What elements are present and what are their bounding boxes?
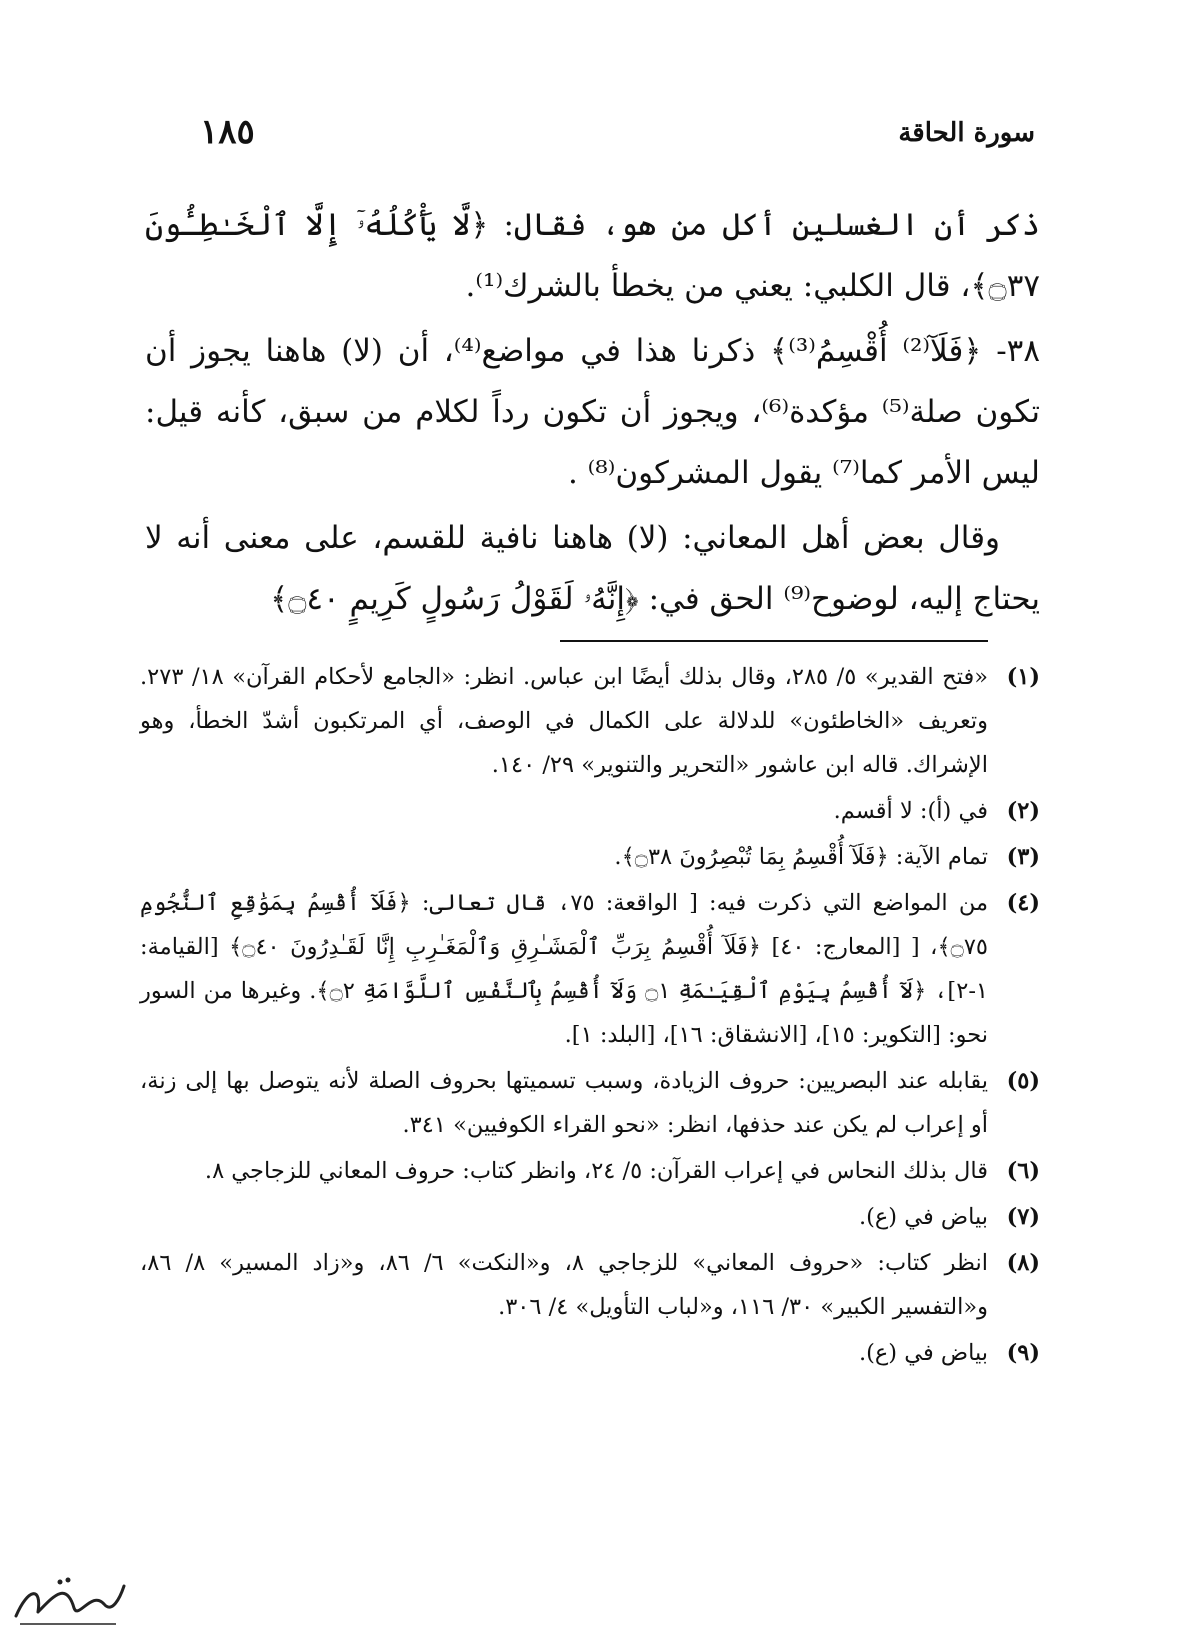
page-number: ١٨٥ [200,112,255,152]
footnote-text: في (أ): لا أقسم. [833,798,988,824]
footnote-number: (٤) [1006,890,1040,916]
footnote-6 [140,1149,1040,1193]
footnote-number: (١) [1006,664,1040,690]
footnote-5 [140,1059,1040,1147]
main-text [145,195,1040,630]
footnote-text: بياض في (ع). [858,1340,988,1366]
footnote-text: قال بذلك النحاس في إعراب القرآن: ٥/ ٢٤، وانظر كتاب: حروف المعاني للزجاجي ٨. [204,1158,988,1184]
footnote-text: بياض في (ع). [858,1204,988,1230]
footnote-number: (٣) [1006,844,1040,870]
paragraph-1: ذكر أن الغسلين أكل من هو، فقال: ﴿لَّا يَأْكُلُهُۥٓ إِلَّا ٱلْخَـٰطِـُٔونَ ۝٣٧﴾، قال الكلبي: يعني من يخطأ بالشرك⁽¹⁾. [145,207,1040,304]
footnote-number: (٦) [1006,1158,1040,1184]
footnote-4 [140,881,1040,1057]
footnote-1 [140,655,1040,787]
footnote-9 [140,1331,1040,1375]
footnote-text: «فتح القدير» ٥/ ٢٨٥، وقال بذلك أيضًا ابن عباس. انظر: «الجامع لأحكام القرآن» ١٨/ ٢٧٣. وتعريف «الخاطئون» للدلالة على الكمال في الوصف، أي المرتكبون أشدّ الخطأ، وهو الإشراك. قاله ابن عاشور «التحرير والتنوير» ٢٩/ ١٤٠. [140,664,989,778]
footnote-3 [140,835,1040,879]
footnote-8 [140,1241,1040,1329]
footnote-number: (٢) [1006,798,1040,824]
footnote-number: (٧) [1006,1204,1040,1230]
footnote-text: انظر كتاب: «حروف المعاني» للزجاجي ٨، و«النكت» ٦/ ٨٦، و«زاد المسير» ٨/ ٨٦، و«التفسير الكبير» ٣٠/ ١١٦، و«لباب التأويل» ٤/ ٣٠٦. [140,1250,989,1320]
footnotes [140,655,1040,1377]
footnote-number: (٩) [1006,1340,1040,1366]
footnote-7 [140,1195,1040,1239]
footnote-number: (٥) [1006,1068,1040,1094]
footnote-text: من المواضع التي ذكرت فيه: [ الواقعة: ٧٥، قال تعالى: ﴿فَلَآ أُقْسِمُ بِمَوَٰقِعِ ٱلنُّجُومِ ۝٧٥﴾، [ [المعارج: ٤٠] ﴿فَلَآ أُقْسِمُ بِرَبِّ ٱلْمَشَـٰرِقِ وَٱلْمَغَـٰرِبِ إِنَّا لَقَـٰدِرُونَ ۝٤٠﴾ [القيامة: ١-٢]، ﴿لَآ أُقْسِمُ بِيَوْمِ ٱلْقِيَـٰمَةِ ۝١ وَلَآ أُقْسِمُ بِٱلنَّفْسِ ٱللَّوَّامَةِ ۝٢﴾. وغيرها من السور نحو: [التكوير: ١٥]، [الانشقاق: ١٦]، [البلد: ١]. [140,890,989,1048]
footnote-number: (٨) [1006,1250,1040,1276]
page-header [200,112,1035,158]
library-stamp-logo [8,1568,128,1630]
footnote-text: يقابله عند البصريين: حروف الزيادة، وسبب تسميتها بحروف الصلة لأنه يتوصل بها إلى زنة، أو إعراب لم يكن عند حذفها، انظر: «نحو القراء الكوفيين» ٣٤١. [140,1068,988,1138]
footnote-2 [140,789,1040,833]
paragraph-2: ٣٨- ﴿فَلَآ⁽²⁾ أُقْسِمُ⁽³⁾﴾ ذكرنا هذا في مواضع⁽⁴⁾، أن (لا) هاهنا يجوز أن تكون صلة⁽⁵⁾ مؤكدة⁽⁶⁾، ويجوز أن تكون رداً لكلام من سبق، كأنه قيل: ليس الأمر كما⁽⁷⁾ يقول المشركون⁽⁸⁾ . [145,333,1040,491]
surah-title: سورة الحاقة [898,118,1035,148]
footnote-text: تمام الآية: ﴿فَلَآ أُقْسِمُ بِمَا تُبْصِرُونَ ۝٣٨﴾. [614,844,988,870]
footnote-separator [560,640,988,642]
paragraph-3: وقال بعض أهل المعاني: (لا) هاهنا نافية للقسم، على معنى أنه لا يحتاج إليه، لوضوح⁽⁹⁾ الحق في: ﴿إِنَّهُۥ لَقَوْلُ رَسُولٍ كَرِيمٍ ۝٤٠﴾ [145,520,1040,617]
